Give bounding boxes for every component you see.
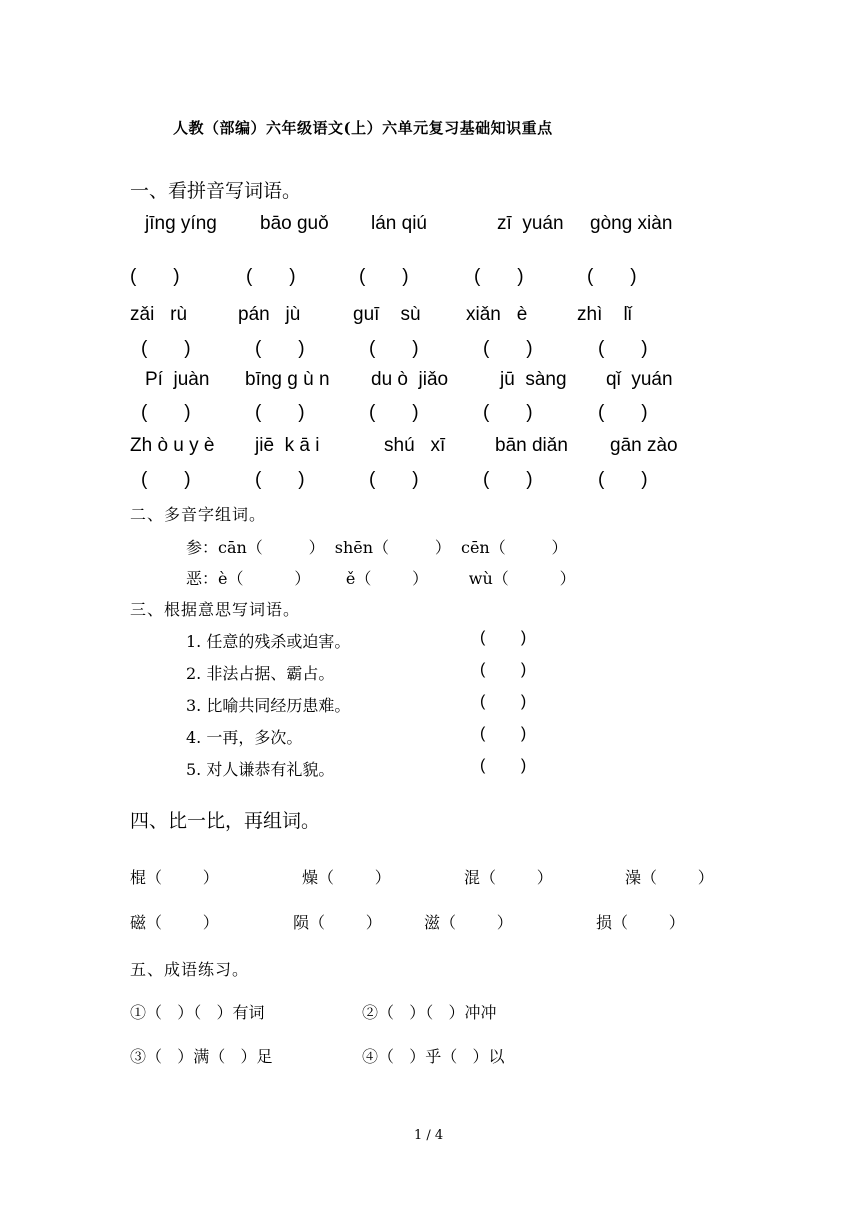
pinyin-3-1: Pí juàn bbox=[145, 369, 210, 390]
answer-blank[interactable]: ( ) bbox=[598, 402, 648, 423]
answer-blank[interactable]: ( ) bbox=[255, 402, 305, 423]
pinyin-4-5: gān zào bbox=[610, 435, 678, 456]
answer-blank[interactable]: ( ) bbox=[480, 725, 527, 742]
answer-blank[interactable]: ( ) bbox=[246, 266, 296, 287]
idiom-question-2: ②（ ）（ ）冲冲 bbox=[362, 1003, 497, 1022]
answer-blank[interactable]: ( ) bbox=[483, 338, 533, 359]
pinyin-3-5: qǐ yuán bbox=[606, 369, 673, 390]
idiom-question-3: ③（ ）满（ ）足 bbox=[130, 1047, 273, 1066]
answer-blank[interactable]: ( ) bbox=[369, 469, 419, 490]
compare-item: 燥（ ） bbox=[302, 868, 391, 887]
pinyin-2-3: guī sù bbox=[353, 304, 421, 325]
pinyin-1-4: zī yuán bbox=[497, 213, 564, 234]
pinyin-2-1: zǎi rù bbox=[130, 304, 188, 325]
definition-item-2: 2. 非法占据、霸占。 bbox=[186, 664, 335, 683]
answer-blank[interactable]: ( ) bbox=[369, 402, 419, 423]
compare-item: 滋（ ） bbox=[424, 913, 513, 932]
answer-blank[interactable]: ( ) bbox=[480, 661, 527, 678]
answer-blank[interactable]: ( ) bbox=[480, 757, 527, 774]
pinyin-4-2: jiē k ā i bbox=[255, 435, 320, 456]
answer-blank[interactable]: ( ) bbox=[483, 402, 533, 423]
idiom-question-4: ④（ ）乎（ ）以 bbox=[362, 1047, 505, 1066]
answer-blank[interactable]: ( ) bbox=[141, 469, 191, 490]
pinyin-2-5: zhì lǐ bbox=[577, 304, 632, 325]
pinyin-3-2: bīng g ù n bbox=[245, 369, 330, 390]
answer-blank[interactable]: ( ) bbox=[587, 266, 637, 287]
answer-blank[interactable]: ( ) bbox=[598, 469, 648, 490]
compare-item: 棍（ ） bbox=[130, 868, 219, 887]
definition-item-4: 4. 一再，多次。 bbox=[186, 728, 303, 747]
compare-item: 混（ ） bbox=[464, 868, 553, 887]
answer-blank[interactable]: ( ) bbox=[255, 338, 305, 359]
answer-blank[interactable]: ( ) bbox=[255, 469, 305, 490]
polyphone-line-e: 恶：è（ ） ě（ ） wù（ ） bbox=[186, 569, 576, 588]
document-title: 人教（部编）六年级语文(上）六单元复习基础知识重点 bbox=[173, 119, 553, 137]
answer-blank[interactable]: ( ) bbox=[598, 338, 648, 359]
pinyin-4-1: Zh ò u y è bbox=[130, 435, 215, 456]
section-2-heading: 二、多音字组词。 bbox=[130, 505, 267, 524]
answer-blank[interactable]: ( ) bbox=[369, 338, 419, 359]
section-3-heading: 三、根据意思写词语。 bbox=[130, 600, 301, 619]
compare-item: 损（ ） bbox=[596, 913, 685, 932]
polyphone-line-can: 参：cān（ ） shēn（ ） cēn（ ） bbox=[186, 538, 568, 557]
answer-blank[interactable]: ( ) bbox=[359, 266, 409, 287]
pinyin-1-2: bāo guǒ bbox=[260, 213, 329, 234]
pinyin-4-4: bān diǎn bbox=[495, 435, 568, 456]
answer-blank[interactable]: ( ) bbox=[483, 469, 533, 490]
pinyin-1-5: gòng xiàn bbox=[590, 213, 673, 234]
definition-item-1: 1. 任意的残杀或迫害。 bbox=[186, 632, 351, 651]
compare-item: 澡（ ） bbox=[625, 868, 714, 887]
pinyin-3-3: du ò jiǎo bbox=[371, 369, 449, 390]
section-1-heading: 一、看拼音写词语。 bbox=[130, 180, 302, 202]
page-number: 1 / 4 bbox=[414, 1128, 444, 1143]
idiom-question-1: ①（ ）（ ）有词 bbox=[130, 1003, 265, 1022]
pinyin-2-2: pán jù bbox=[238, 304, 301, 325]
section-5-heading: 五、成语练习。 bbox=[130, 960, 250, 979]
answer-blank[interactable]: ( ) bbox=[480, 693, 527, 710]
definition-item-5: 5. 对人谦恭有礼貌。 bbox=[186, 760, 335, 779]
compare-item: 陨（ ） bbox=[293, 913, 382, 932]
pinyin-2-4: xiǎn è bbox=[466, 304, 528, 325]
compare-item: 磁（ ） bbox=[130, 913, 219, 932]
pinyin-4-3: shú xī bbox=[384, 435, 446, 456]
answer-blank[interactable]: ( ) bbox=[141, 338, 191, 359]
definition-item-3: 3. 比喻共同经历患难。 bbox=[186, 696, 351, 715]
answer-blank[interactable]: ( ) bbox=[141, 402, 191, 423]
answer-blank[interactable]: ( ) bbox=[130, 266, 180, 287]
pinyin-3-4: jū sàng bbox=[500, 369, 567, 390]
answer-blank[interactable]: ( ) bbox=[474, 266, 524, 287]
answer-blank[interactable]: ( ) bbox=[480, 629, 527, 646]
pinyin-1-3: lán qiú bbox=[371, 213, 427, 234]
section-4-heading: 四、比一比，再组词。 bbox=[130, 810, 321, 832]
pinyin-1-1: jīng yíng bbox=[145, 213, 217, 234]
